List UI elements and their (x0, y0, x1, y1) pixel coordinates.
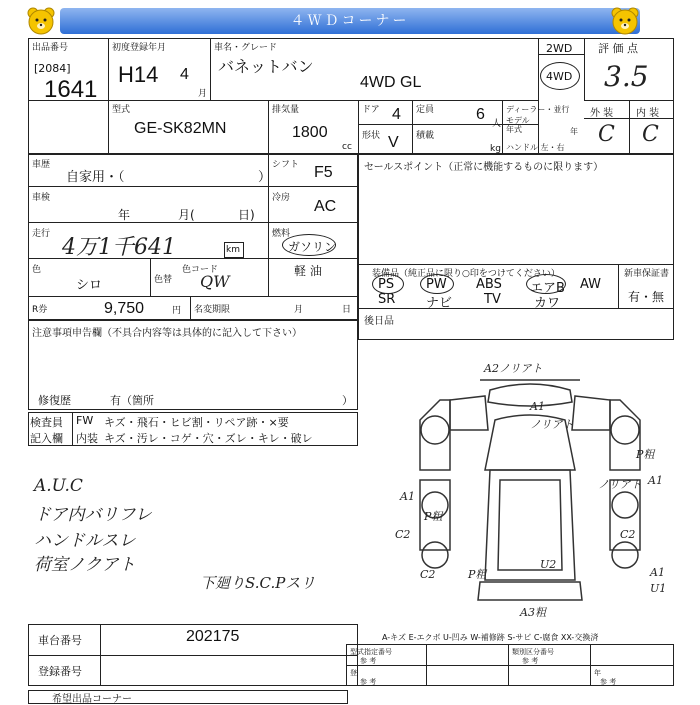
notes-label: 注意事項申告欄（不具合内容等は具体的に記入して下さい） (32, 328, 302, 339)
capacity-unit: 人 (492, 119, 502, 129)
equip-ps: PS (378, 277, 395, 292)
equip-aw: AW (580, 277, 602, 292)
displacement-unit: cc (342, 142, 352, 152)
displacement-value: 1800 (292, 124, 328, 141)
sheet-frame-right (358, 154, 674, 340)
chassis-value: 202175 (186, 628, 240, 645)
ac-value: AC (314, 198, 337, 215)
doors-value: 4 (392, 106, 401, 123)
color-code-label2: 色コード (182, 265, 219, 275)
interior-value: C (642, 122, 659, 147)
lot-number: 1641 (44, 76, 98, 103)
entry-inner: 内装 (76, 432, 98, 445)
inspection-day: 日) (238, 208, 255, 222)
inspector-items1: キズ・飛石・ヒビ割・リペア跡・×要 (104, 416, 289, 429)
color-label: 色 (32, 265, 42, 275)
recycle-value: 9,750 (104, 300, 145, 317)
handwritten-note-2: ドア内バリフレ (34, 505, 152, 525)
name-change-day: 日 (342, 305, 352, 315)
entry-label: 記入欄 (30, 432, 63, 445)
damage-mark: A1 (648, 474, 663, 487)
first-reg-era: H14 (118, 62, 159, 87)
sales-point-label: セールスポイント（正常に機能するものに限ります） (364, 162, 604, 173)
entry-items2: キズ・汚レ・コゲ・穴・ズレ・キレ・破レ (104, 432, 313, 445)
bt-c1: 型式指定番号 (350, 648, 392, 656)
handle-label: ハンドル 左・右 (506, 143, 565, 152)
color-code-label: 色替 (154, 275, 173, 285)
damage-mark: U2 (540, 558, 557, 571)
rear-seat-label: 後日品 (364, 316, 394, 327)
bear-mascot-right-icon (610, 6, 640, 36)
history-value: 自家用・（ (66, 170, 125, 185)
damage-mark: ノリアト (530, 418, 574, 431)
damage-mark: P粗 (636, 448, 655, 461)
equip-sr: SR (378, 292, 396, 307)
fuel-gas: ガソリン (288, 240, 337, 254)
damage-mark: A1 (400, 490, 415, 503)
drive-2wd-label: 2WD (546, 42, 573, 55)
shift-value: F5 (314, 164, 333, 181)
damage-mark: A1 (530, 400, 545, 413)
damage-mark: U1 (650, 582, 667, 595)
equip-airbag-circle (526, 274, 566, 294)
equip-ps-circle (372, 274, 404, 294)
lot-label: 出品番号 (32, 43, 69, 53)
exterior-value: C (598, 122, 615, 147)
chassis-label: 車台番号 (38, 634, 82, 647)
first-reg-month: 4 (180, 66, 189, 83)
inspection-month: 月( (178, 208, 195, 222)
equip-pw-circle (420, 274, 454, 294)
warranty-value: 有・無 (628, 290, 665, 304)
capacity-value: 6 (476, 106, 485, 123)
equip-abs: ABS (476, 277, 502, 292)
equip-leather: カワ (534, 296, 561, 311)
first-reg-label: 初度登録年月 (112, 43, 167, 53)
bear-mascot-left-icon (26, 6, 56, 36)
interior-label: 内 装 (636, 108, 660, 119)
mileage-value: 4万1千641 (62, 235, 176, 260)
inspection-year: 年 (118, 208, 131, 222)
damage-mark: C2 (420, 568, 436, 581)
score-label: 評 価 点 (598, 42, 638, 55)
inspector-fw: FW (76, 414, 94, 427)
equip-airbag: エアB (530, 281, 565, 296)
reg-number-label: 登録番号 (38, 665, 82, 678)
doors-label: ドア (362, 105, 380, 115)
displacement-label: 排気量 (272, 105, 300, 115)
model-year-unit: 年 (570, 127, 578, 136)
bottom-note: 下廻りS.C.Pスリ (200, 574, 316, 592)
fuel-diesel: 軽 油 (294, 264, 322, 278)
color-value: シロ (76, 278, 103, 293)
equip-pw: PW (426, 277, 447, 292)
equipment-label: 装備品（純正品に限り○印をつけてください） (372, 269, 560, 279)
lot-sub: [2084] (34, 62, 71, 75)
dealer-label: ディーラー・並行 (506, 105, 570, 114)
damage-mark: C2 (395, 528, 411, 541)
load-label: 積載 (416, 131, 435, 141)
capacity-label: 定員 (416, 105, 435, 115)
damage-mark: A3粗 (520, 606, 546, 619)
mileage-unit: km (226, 245, 240, 255)
score-value: 3.5 (604, 60, 649, 93)
recycle-unit: 円 (172, 306, 182, 316)
shift-label: シフト (272, 160, 300, 170)
model-label: 型式 (112, 105, 131, 115)
bt-c8: 参 考 (600, 678, 617, 686)
repair-label: 修復歴 (38, 394, 71, 407)
ac-label: 冷房 (272, 193, 291, 203)
fuel-label: 燃料 (272, 229, 291, 239)
inspector-label: 検査員 (30, 416, 63, 429)
model-year-label: モデル年式 (506, 116, 530, 134)
handwritten-note-4: 荷室ノクアト (34, 555, 136, 575)
car-damage-diagram (380, 360, 680, 620)
handwritten-note-1: A.U.C (34, 476, 83, 496)
load-unit: kg (490, 144, 501, 154)
bt-c4: 参 考 (522, 657, 539, 665)
drive-4wd-label: 4WD (546, 70, 573, 83)
car-label: 車名・グレード (214, 43, 278, 53)
legend: A-キズ E-エクボ U-凹み W-補修跡 S-サビ C-腐食 XX-交換済 (382, 633, 599, 642)
page-title: ４ＷＤコーナー (60, 8, 640, 34)
repair-close: ） (342, 394, 353, 407)
shape-value: V (388, 134, 399, 151)
exterior-label: 外 装 (590, 108, 614, 119)
damage-mark: C2 (620, 528, 636, 541)
damage-mark: A1 (650, 566, 665, 579)
bt-c5: 登 (350, 669, 357, 677)
inspection-label: 車検 (32, 193, 51, 203)
repair-value: 有（箇所 (110, 394, 154, 407)
car-name: バネットバン (218, 59, 314, 76)
warranty-label: 新車保証書 (624, 269, 670, 279)
bt-c7: 年 (594, 669, 601, 677)
bt-c2: 参 考 (360, 657, 377, 665)
name-change-label: 名変期限 (194, 305, 231, 315)
model-value: GE-SK82MN (134, 120, 227, 137)
equip-navi: ナビ (426, 296, 453, 311)
footer-label: 希望出品コーナー (52, 694, 132, 705)
recycle-label: R券 (32, 305, 48, 315)
bt-c3: 類別区分番号 (512, 648, 554, 656)
damage-mark: A2ノリアト (484, 362, 543, 375)
bt-c6: 参 考 (360, 678, 377, 686)
name-change-month: 月 (294, 305, 304, 315)
damage-mark: P粗 (424, 510, 443, 523)
shape-label: 形状 (362, 131, 381, 141)
damage-mark: ノリアト (598, 478, 642, 491)
damage-mark: P粗 (468, 568, 487, 581)
history-label: 車歴 (32, 160, 51, 170)
history-close: ） (258, 170, 272, 185)
mileage-label: 走行 (32, 229, 51, 239)
first-reg-month-unit: 月 (198, 89, 208, 99)
car-grade: 4WD GL (360, 74, 422, 91)
equip-tv: TV (484, 292, 501, 307)
handwritten-note-3: ハンドルスレ (34, 531, 136, 551)
color-code: QW (200, 272, 230, 291)
